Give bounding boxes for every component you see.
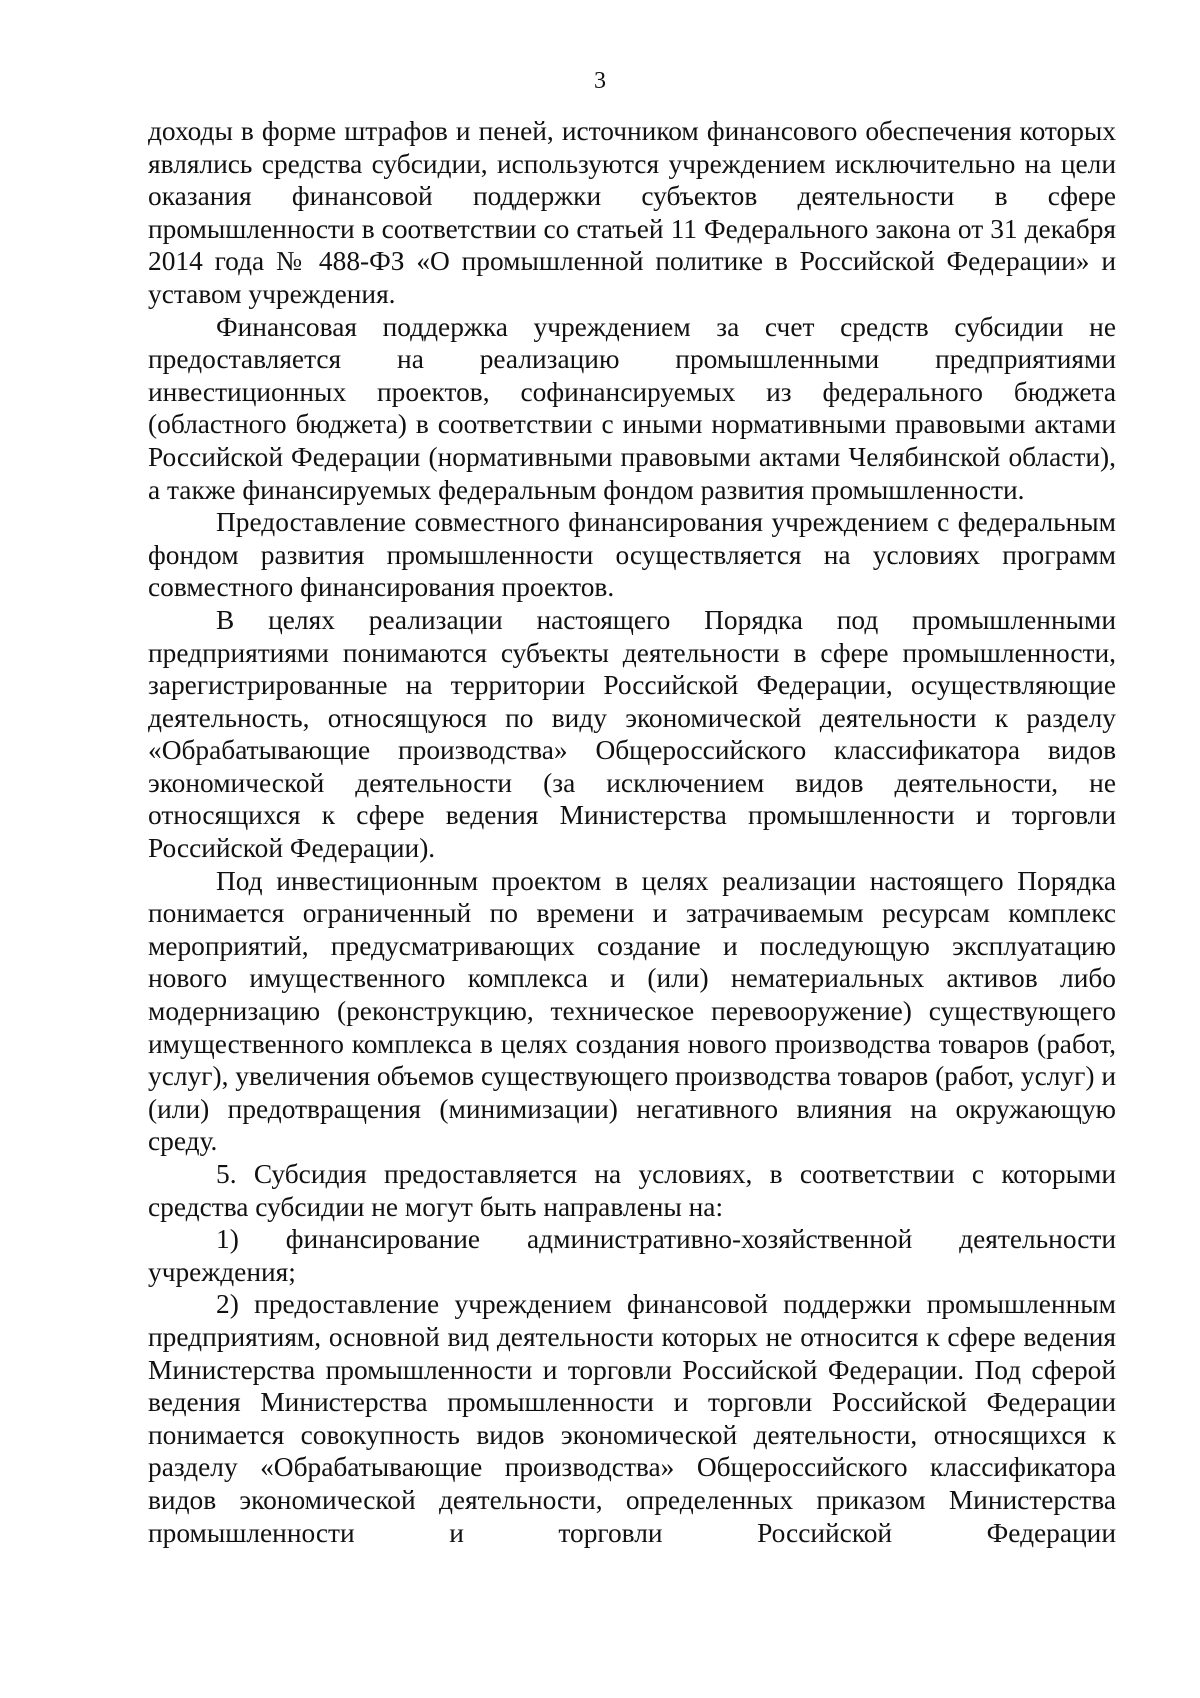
- paragraph-7: 1) финансирование административно-хозяйственной деятельности учреждения;: [148, 1224, 1116, 1287]
- paragraph-2: Финансовая поддержка учреждением за счет средств субсидии не предоставляется на реализацию промышленными предприятиями инвестиционных проектов, софинансируемых из федерального бюджета (областного бюджета) в соответствии с иными нормативными правовыми актами Российской Федерации (нормативными правовыми актами Челябинской области), а также финансируемых федеральным фондом развития промышленности.: [148, 311, 1116, 505]
- paragraph-4: В целях реализации настоящего Порядка под промышленными предприятиями понимаются субъекты деятельности в сфере промышленности, зарегистрированные на территории Российской Федерации, осуществляющие деятельность, относящуюся по виду экономической деятельности к разделу «Обрабатывающие производства» Общероссийского классификатора видов экономической деятельности (за исключением видов деятельности, не относящихся к сфере ведения Министерства промышленности и торговли Российской Федерации).: [148, 604, 1116, 864]
- page-number: 3: [594, 68, 606, 94]
- paragraph-6: 5. Субсидия предоставляется на условиях, в соответствии с которыми средства субсидии не могут быть направлены на:: [148, 1159, 1116, 1222]
- paragraph-5: Под инвестиционным проектом в целях реализации настоящего Порядка понимается ограниченный по времени и затрачиваемым ресурсам комплекс мероприятий, предусматривающих создание и последующую эксплуатацию нового имущественного комплекса и (или) нематериальных активов либо модернизацию (реконструкцию, техническое перевооружение) существующего имущественного комплекса в целях создания нового производства товаров (работ, услуг), увеличения объемов существующего производства товаров (работ, услуг) и (или) предотвращения (минимизации) негативного влияния на окружающую среду.: [148, 865, 1116, 1157]
- paragraph-1: доходы в форме штрафов и пеней, источником финансового обеспечения которых являлись средства субсидии, используются учреждением исключительно на цели оказания финансовой поддержки субъектов деятельности в сфере промышленности в соответствии со статьей 11 Федерального закона от 31 декабря 2014 года № 488-ФЗ «О промышленной политике в Российской Федерации» и уставом учреждения.: [148, 116, 1116, 309]
- paragraph-8: 2) предоставление учреждением финансовой поддержки промышленным предприятиям, основной вид деятельности которых не относится к сфере ведения Министерства промышленности и торговли Российской Федерации. Под сферой ведения Министерства промышленности и торговли Российской Федерации понимается совокупность видов экономической деятельности, относящихся к разделу «Обрабатывающие производства» Общероссийского классификатора видов экономической деятельности, определенных приказом Министерства промышленности и торговли Российской Федерации: [148, 1289, 1116, 1548]
- paragraph-3: Предоставление совместного финансирования учреждением с федеральным фондом развития промышленности осуществляется на условиях программ совместного финансирования проектов.: [148, 507, 1116, 603]
- document-body: [148, 115, 1116, 1549]
